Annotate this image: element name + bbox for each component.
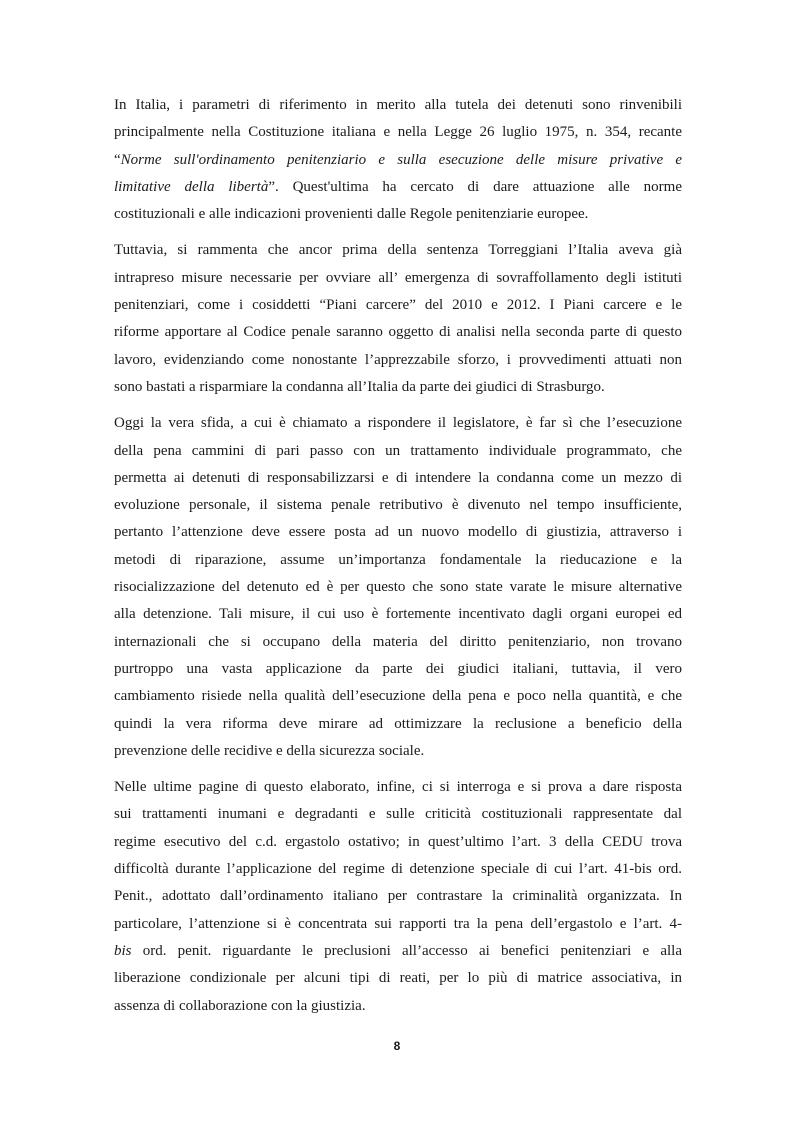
text-line: difficoltà durante l’applicazione del regime di detenzione speciale di cui l’art. 41-bis ord. [114, 861, 682, 878]
text-line: metodi di riparazione, assume un’importanza fondamentale la rieducazione e la [114, 551, 682, 568]
text-line: purtroppo una vasta applicazione da parte dei giudici italiani, tuttavia, il vero [114, 660, 682, 677]
text-line: In Italia, i parametri di riferimento in merito alla tutela dei detenuti sono rinvenibili [114, 97, 682, 113]
text-line: lavoro, evidenziando come nonostante l’apprezzabile sforzo, i provvedimenti attuati non [114, 351, 682, 368]
text-line: sui trattamenti inumani e degradanti e sulle criticità costituzionali rappresentate dal [114, 806, 682, 823]
text-line: bis ord. penit. riguardante le preclusioni all’accesso ai benefici penitenziari e alla [114, 942, 682, 959]
text-line: Penit., adottato dall’ordinamento italiano per contrastare la criminalità organizzata. In [114, 888, 682, 905]
text-line: intrapreso misure necessarie per ovviare all’ emergenza di sovraffollamento degli istituti [114, 269, 682, 286]
text-line: internazionali che si occupano della materia del diritto penitenziario, non trovano [114, 633, 682, 650]
text-line: costituzionali e alle indicazioni provenienti dalle Regole penitenziarie europee. [114, 206, 589, 223]
text-line: Oggi la vera sfida, a cui è chiamato a rispondere il legislatore, è far sì che l’esecuzione [114, 415, 682, 432]
text-line: cambiamento risiede nella qualità dell’esecuzione della pena e poco nella quantità, e che [114, 688, 682, 705]
paragraph-challenge [114, 410, 682, 765]
paragraph-piani-carcere [114, 237, 682, 401]
text-line: assenza di collaborazione con la giustizia. [114, 997, 366, 1014]
text-line: pertanto l’attenzione deve essere posta ad un nuovo modello di giustizia, attraverso i [114, 524, 682, 541]
text-line: permetta ai detenuti di responsabilizzarsi e di intendere la condanna come un mezzo di [114, 469, 682, 486]
document-body [114, 92, 682, 1029]
text-line: prevenzione delle recidive e della sicurezza sociale. [114, 742, 425, 759]
text-line: Tuttavia, si rammenta che ancor prima della sentenza Torreggiani l’Italia aveva già [114, 242, 682, 259]
text-line: della pena cammini di pari passo con un trattamento individuale programmato, che [114, 442, 682, 459]
law-title-italic: limitative della libertà [114, 178, 269, 195]
page-number: 8 [393, 1039, 401, 1053]
text-line: evoluzione personale, il sistema penale retributivo è divenuto nel tempo insufficiente, [114, 497, 682, 514]
text-line: Nelle ultime pagine di questo elaborato, infine, ci si interroga e si prova a dare risposta [114, 779, 682, 796]
text-line: riforme apportare al Codice penale saranno oggetto di analisi nella seconda parte di questo [114, 324, 682, 341]
text-line: regime esecutivo del c.d. ergastolo ostativo; in quest’ultimo l’art. 3 della CEDU trova [114, 833, 682, 850]
text-line: limitative della libertà”. Quest'ultima ha cercato di dare attuazione alle norme [114, 178, 682, 195]
paragraph-italian-legal-framework [114, 92, 682, 228]
text-line: liberazione condizionale per alcuni tipi di reati, per lo più di matrice associativa, in [114, 970, 682, 987]
text-line: “Norme sull'ordinamento penitenziario e sulla esecuzione delle misure privative e [114, 151, 682, 168]
law-title-italic: Norme sull'ordinamento penitenziario e sulla esecuzione delle misure privative e [120, 151, 682, 168]
text-line: sono bastati a risparmiare la condanna all’Italia da parte dei giudici di Strasburgo. [114, 378, 605, 395]
text-line: particolare, l’attenzione si è concentrata sui rapporti tra la pena dell’ergastolo e l’art. 4- [114, 915, 682, 932]
text-line: risocializzazione del detenuto ed è per questo che sono state varate le misure alternative [114, 579, 682, 596]
text-line: alla detenzione. Tali misure, il cui uso è fortemente incentivato dagli organi europei ed [114, 606, 682, 623]
text-line: penitenziari, come i cosiddetti “Piani carcere” del 2010 e 2012. I Piani carcere e le [114, 297, 682, 314]
text-line: quindi la vera riforma deve mirare ad ottimizzare la reclusione a beneficio della [114, 715, 682, 732]
paragraph-ergastolo-ostativo [114, 774, 682, 1020]
bis-italic: bis [114, 942, 132, 959]
text-line: principalmente nella Costituzione italiana e nella Legge 26 luglio 1975, n. 354, recante [114, 124, 682, 141]
